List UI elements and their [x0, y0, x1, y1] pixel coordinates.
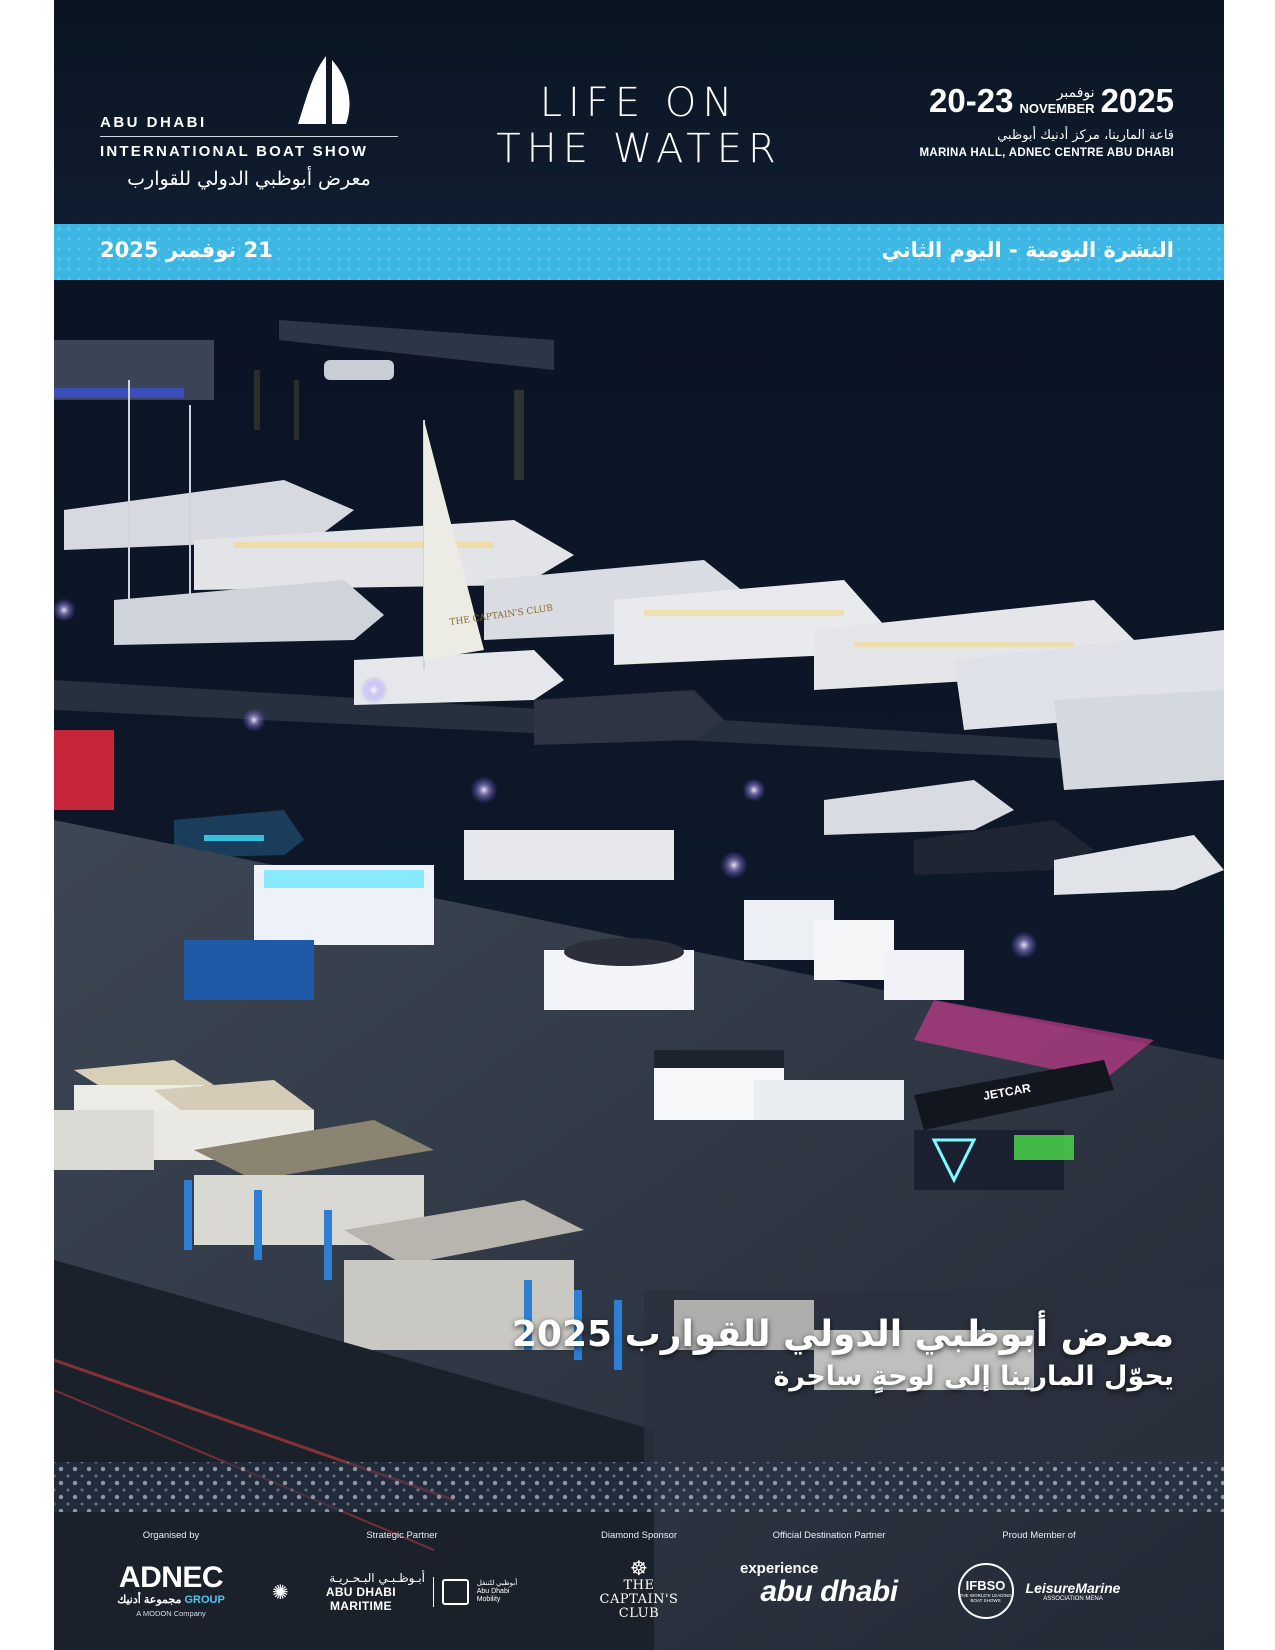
maritime-divider: [433, 1577, 434, 1607]
adnec-foot: A MODON Company: [136, 1609, 206, 1618]
sponsor-organiser: [96, 1530, 246, 1618]
maritime-name-english: ABU DHABI MARITIME: [325, 1585, 396, 1613]
adnec-sub-group: GROUP: [184, 1594, 225, 1606]
sponsor-destination: [734, 1530, 924, 1608]
tagline: [484, 80, 794, 172]
maritime-star-icon: ✺: [272, 1580, 289, 1604]
sponsor-diamond: [574, 1530, 704, 1621]
logo-line-2: INTERNATIONAL BOAT SHOW: [100, 143, 369, 160]
member-logos: [944, 1563, 1134, 1619]
ifbso-sub: THE WORLD'S LEADING BOAT SHOWS: [959, 1593, 1012, 1603]
marina-illustration: [54, 280, 1224, 1650]
event-venue-arabic: قاعة المارينا، مركز أدنيك أبوظبي: [997, 128, 1174, 143]
event-month-arabic: نوفمبر: [1056, 85, 1095, 101]
event-info: [854, 82, 1174, 159]
logo-line-1: ABU DHABI: [100, 114, 207, 131]
bulletin-title: النشرة اليومية - اليوم الثاني: [881, 238, 1174, 262]
page: [54, 0, 1224, 1650]
abu-dhabi-maritime-logo: [272, 1571, 532, 1613]
captains-line-2: CAPTAIN'S: [599, 1592, 679, 1607]
header: [54, 0, 1224, 224]
adnec-sub: [96, 1593, 246, 1606]
mobility-arabic: أبوظبي للتنقل: [476, 1580, 518, 1587]
logo-arabic: معرض أبوظبي الدولي للقوارب: [127, 168, 371, 190]
abu-dhabi-text: abu dhabi: [760, 1575, 898, 1608]
sponsor-member: [944, 1530, 1134, 1619]
member-label: Proud Member of: [1002, 1530, 1076, 1541]
diamond-label: Diamond Sponsor: [600, 1530, 678, 1541]
captains-line-3: CLUB: [618, 1606, 660, 1621]
captains-line-1: THE: [623, 1578, 655, 1593]
event-month: [1019, 86, 1094, 116]
bulletin-date: 21 نوفمبر 2025: [100, 238, 273, 262]
sponsor-strategic: [272, 1530, 532, 1613]
adnec-logo: [96, 1563, 246, 1618]
event-date: [854, 82, 1174, 120]
adnec-name: ADNEC: [118, 1561, 224, 1594]
leisure-marine-sub: ASSOCIATION MENA: [1043, 1596, 1103, 1602]
leisure-marine-logo: [1026, 1580, 1121, 1602]
tagline-line-2: THE WATER: [496, 126, 782, 172]
jetcar-sign: JETCAR: [982, 1080, 1032, 1103]
mobility-english: Abu Dhabi Mobility: [476, 1588, 510, 1603]
maritime-name-arabic: أبـوظـبـي البـحـريـة: [329, 1571, 426, 1585]
logo-divider: [100, 136, 398, 137]
mobility-text: [477, 1580, 532, 1604]
daily-bulletin-banner: [54, 224, 1224, 280]
captains-wheel-icon: ☸: [630, 1556, 648, 1580]
organised-label: Organised by: [142, 1530, 200, 1541]
destination-label: Official Destination Partner: [772, 1530, 886, 1541]
headline-line-1: معرض أبوظبي الدولي للقوارب 2025: [511, 1314, 1174, 1355]
marina-photo: [54, 280, 1224, 1650]
ifbso-logo: [958, 1563, 1014, 1619]
mobility-icon: [442, 1579, 469, 1605]
tagline-line-1: LIFE ON: [539, 80, 739, 126]
adnec-sub-arabic: مجموعة أدنيك: [117, 1594, 182, 1606]
sponsors-bar: [54, 1520, 1224, 1650]
event-month-english: NOVEMBER: [1019, 101, 1095, 116]
experience-abu-dhabi-logo: [734, 1561, 924, 1608]
boat-show-logo: [100, 50, 398, 200]
cover-headline: [414, 1312, 1174, 1396]
event-year: 2025: [1100, 82, 1174, 119]
ifbso-name: IFBSO: [965, 1578, 1006, 1593]
headline-line-2: يحوّل المارينا إلى لوحةٍ ساحرة: [773, 1361, 1174, 1392]
event-days: 20-23: [929, 82, 1014, 119]
decorative-pattern-strip: [54, 1462, 1224, 1512]
sail-icon: [282, 54, 362, 128]
event-venue-english: MARINA HALL, ADNEC CENTRE ABU DHABI: [919, 147, 1174, 159]
sail-text: THE CAPTAIN'S CLUB: [449, 603, 554, 628]
captains-club-logo: [574, 1557, 704, 1621]
strategic-label: Strategic Partner: [366, 1530, 438, 1541]
experience-text: experience: [740, 1560, 819, 1577]
leisure-marine-name: LeisureMarine: [1025, 1580, 1121, 1596]
